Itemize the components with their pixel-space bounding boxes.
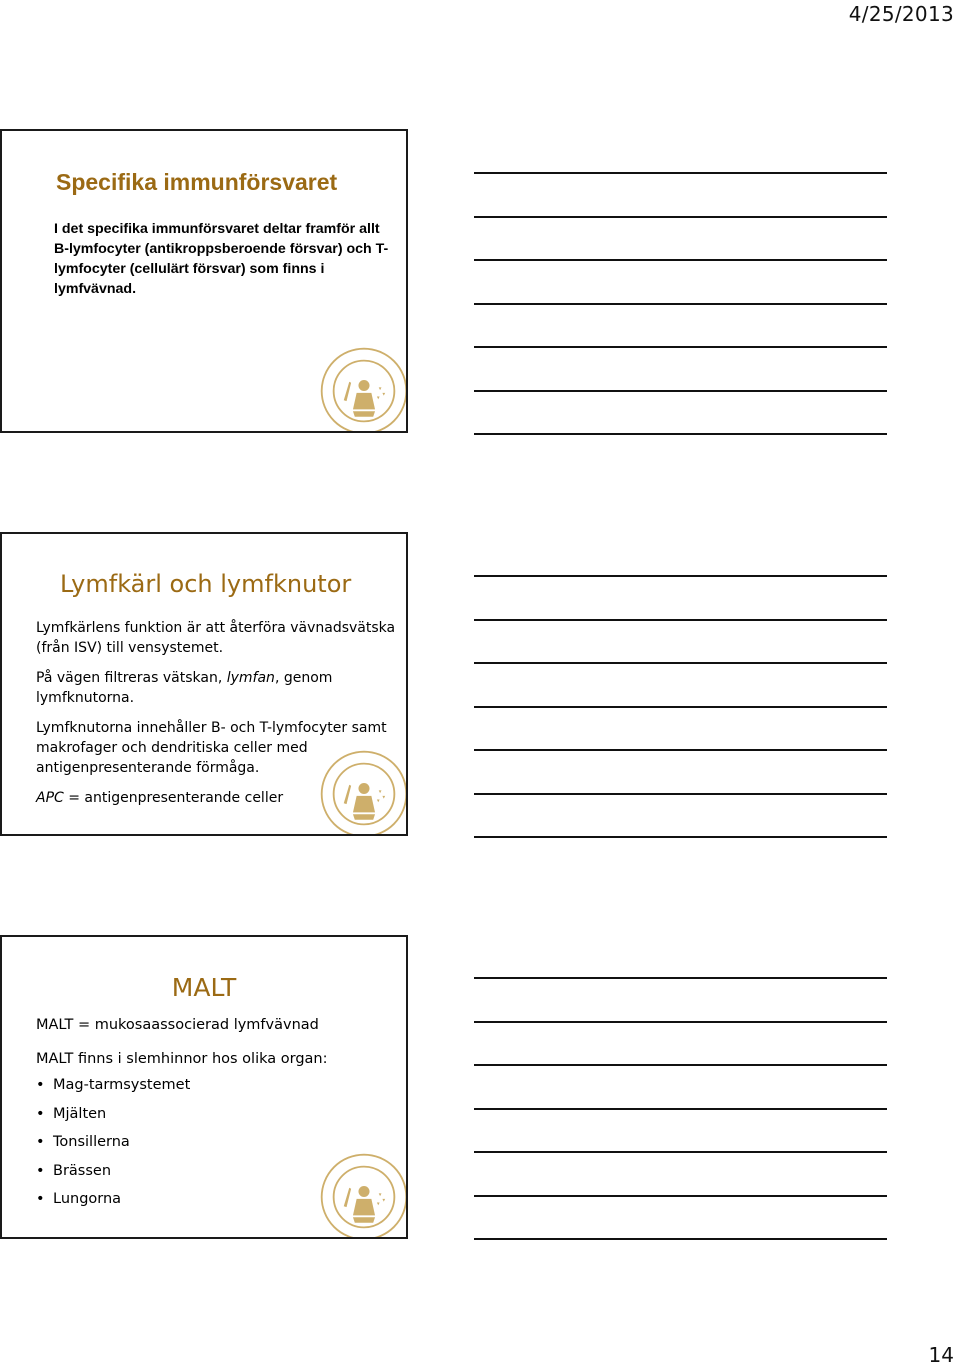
note-line <box>474 575 887 577</box>
note-line <box>474 1108 887 1110</box>
list-item: • Lungorna <box>36 1189 406 1218</box>
note-line <box>474 346 887 348</box>
note-line <box>474 977 887 979</box>
slide-title: MALT <box>171 973 237 1002</box>
slide-3 <box>0 935 408 1239</box>
note-line <box>474 1238 887 1240</box>
note-line <box>474 1195 887 1197</box>
note-line <box>474 749 887 751</box>
slide-body <box>54 219 394 299</box>
list-item: • Mag-tarmsystemet <box>36 1075 406 1104</box>
text-run: , genom lymfknutorna. <box>36 670 333 706</box>
note-line <box>474 303 887 305</box>
note-line <box>474 662 887 664</box>
university-seal-icon <box>318 1151 408 1239</box>
note-line <box>474 216 887 218</box>
note-line <box>474 172 887 174</box>
slide-2 <box>0 532 408 836</box>
print-date: 4/25/2013 <box>848 2 954 26</box>
text-run: = antigenpresenterande celler <box>63 790 284 806</box>
paragraph: Lymfknutorna innehåller B- och T-lymfocyter samt makrofager och dendritiska celler med antigenpresenterande förmåga. <box>36 720 387 776</box>
slide-1 <box>0 129 408 433</box>
list-item: • Brässen <box>36 1161 406 1190</box>
note-line <box>474 836 887 838</box>
note-line <box>474 390 887 392</box>
emphasis-text: APC <box>36 790 64 806</box>
paragraph: Lymfkärlens funktion är att återföra vävnadsvätska (från ISV) till vensystemet. <box>36 620 396 656</box>
list-item: • Tonsillerna <box>36 1132 406 1161</box>
university-seal-icon <box>318 345 408 433</box>
note-line <box>474 433 887 435</box>
text-run: På vägen filtreras vätskan, <box>36 670 227 686</box>
university-seal-icon <box>318 748 408 836</box>
note-line <box>474 1064 887 1066</box>
paragraph: MALT = mukosaassocierad lymfvävnad <box>36 1017 319 1033</box>
paragraph: MALT finns i slemhinnor hos olika organ: <box>36 1051 328 1067</box>
paragraph: I det specifika immunförsvaret deltar framför allt B-lymfocyter (antikroppsberoende försvar) och T-lymfocyter (cellulärt försvar) som finns i lymfvävnad. <box>54 221 389 297</box>
note-line <box>474 793 887 795</box>
list-item: • Mjälten <box>36 1104 406 1133</box>
page-number: 14 <box>928 1343 954 1367</box>
emphasis-text: lymfan <box>226 670 275 686</box>
note-line <box>474 619 887 621</box>
slide-title: Lymfkärl och lymfknutor <box>60 570 352 598</box>
note-line <box>474 706 887 708</box>
note-line <box>474 259 887 261</box>
slide-title: Specifika immunförsvaret <box>56 169 338 195</box>
note-line <box>474 1021 887 1023</box>
note-line <box>474 1151 887 1153</box>
paragraph <box>36 668 406 708</box>
